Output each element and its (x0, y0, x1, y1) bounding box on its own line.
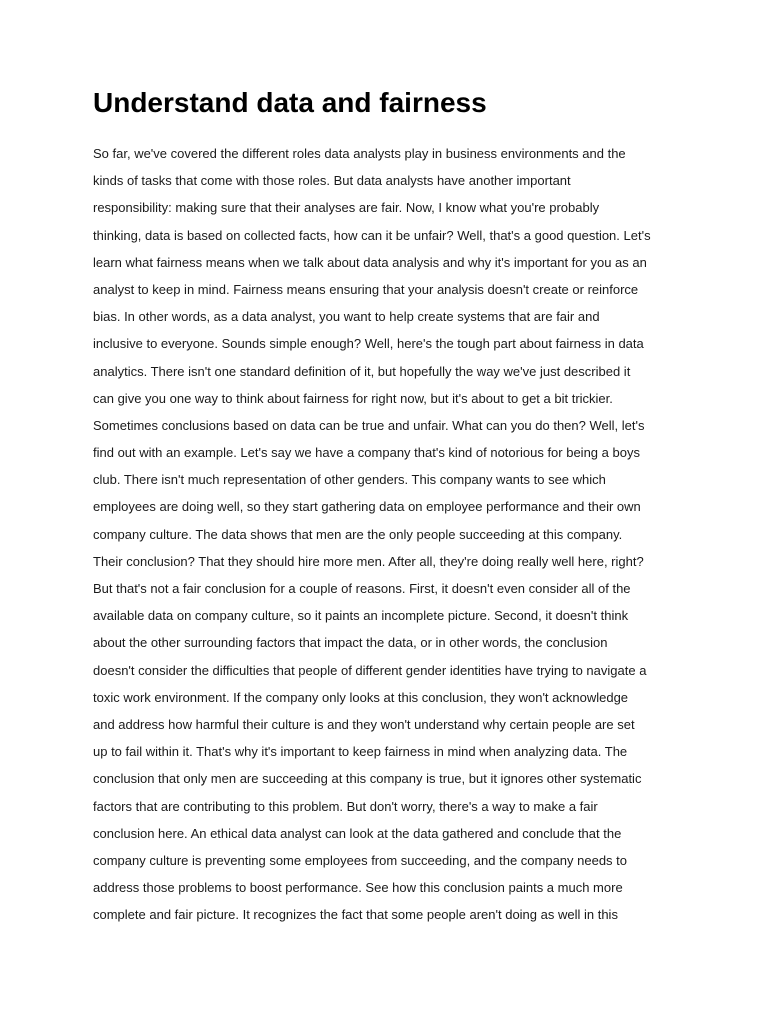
paragraph-line: So far, we've covered the different roles data analysts play in business environments and the (93, 146, 626, 161)
paragraph-line: conclusion that only men are succeeding at this company is true, but it ignores other systematic (93, 771, 642, 787)
paragraph-line: analyst to keep in mind. Fairness means ensuring that your analysis doesn't create or reinforce (93, 281, 639, 297)
paragraph-line: available data on company culture, so it paints an incomplete picture. Second, it doesn't think (93, 608, 629, 624)
page-title: Understand data and fairness (93, 87, 487, 118)
paragraph-line: complete and fair picture. It recognizes the fact that some people aren't doing as well in this (93, 907, 618, 923)
paragraph-line: can give you one way to think about fairness for right now, but it's about to get a bit trickier. (93, 390, 613, 406)
body-paragraph (93, 140, 693, 928)
paragraph-line: address those problems to boost performance. See how this conclusion paints a much more (93, 880, 623, 896)
paragraph-line: doesn't consider the difficulties that people of different gender identities have trying to navigate a (93, 662, 647, 678)
paragraph-line: Sometimes conclusions based on data can be true and unfair. What can you do then? Well, let's (93, 417, 645, 433)
paragraph-line: club. There isn't much representation of other genders. This company wants to see which (93, 472, 606, 488)
paragraph-line: company culture. The data shows that men are the only people succeeding at this company. (93, 526, 623, 542)
paragraph-line: conclusion here. An ethical data analyst can look at the data gathered and conclude that the (93, 825, 622, 841)
paragraph-line: company culture is preventing some employees from succeeding, and the company needs to (93, 852, 628, 868)
paragraph-line: employees are doing well, so they start gathering data on employee performance and their own (93, 499, 641, 515)
paragraph-line: find out with an example. Let's say we have a company that's kind of notorious for being a boys (93, 445, 640, 461)
paragraph-line: kinds of tasks that come with those roles. But data analysts have another important (93, 173, 571, 189)
paragraph-line: responsibility: making sure that their analyses are fair. Now, I know what you're probably (93, 200, 600, 216)
paragraph-line: thinking, data is based on collected facts, how can it be unfair? Well, that's a good question. Let's (93, 227, 651, 243)
paragraph-line: about the other surrounding factors that impact the data, or in other words, the conclusion (93, 635, 608, 651)
paragraph-line: But that's not a fair conclusion for a couple of reasons. First, it doesn't even consider all of the (93, 581, 631, 596)
paragraph-line: toxic work environment. If the company only looks at this conclusion, they won't acknowledge (93, 689, 629, 705)
paragraph-line: learn what fairness means when we talk about data analysis and why it's important for you as an (93, 254, 647, 270)
paragraph-line: up to fail within it. That's why it's important to keep fairness in mind when analyzing data. The (93, 744, 628, 760)
paragraph-line: factors that are contributing to this problem. But don't worry, there's a way to make a fair (93, 798, 598, 814)
paragraph-line: bias. In other words, as a data analyst, you want to help create systems that are fair and (93, 309, 600, 325)
paragraph-line: analytics. There isn't one standard definition of it, but hopefully the way we've just described it (93, 363, 631, 379)
paragraph-line: inclusive to everyone. Sounds simple enough? Well, here's the tough part about fairness in data (93, 336, 644, 352)
paragraph-line: and address how harmful their culture is and they won't understand why certain people are set (93, 716, 635, 732)
paragraph-line: Their conclusion? That they should hire more men. After all, they're doing really well here, right? (93, 553, 644, 569)
